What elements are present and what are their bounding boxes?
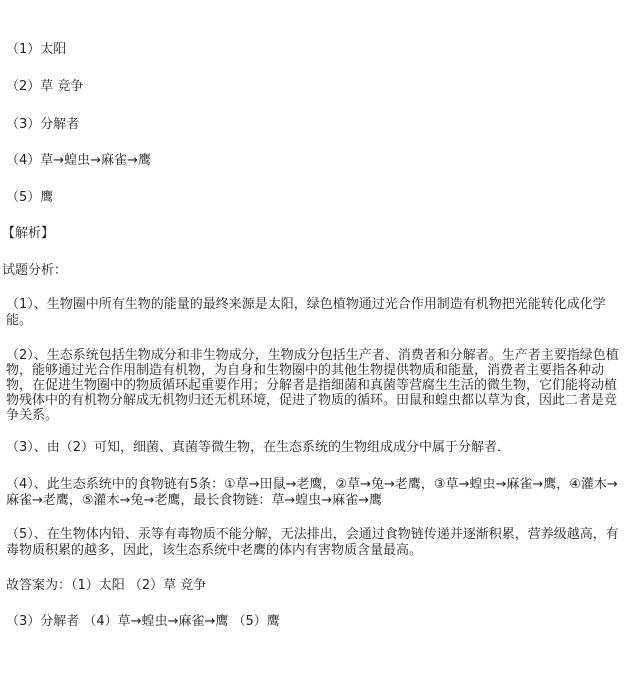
paragraph-2: （2）、生态系统包括生物成分和非生物成分，生物成分包括生产者、消费者和分解者。生产者主要指绿色植物，能够通过光合作用制造有机物，为自身和生物圈中的其他生物提供物质和能量，消费者主要指各种动物，在促进生物圈中的物质循环起重要作用；分解者是指细菌和真菌等营腐生生活的微生物，它们能将动植物残体中的有机物分解成无机物归还无机环境，促进了物质的循环。田鼠和蝗虫都以草为食，因此二者是竞争关系。 bbox=[6, 348, 619, 423]
conclusion-line-2: （3）分解者 （4）草→蝗虫→麻雀→鹰 （5）鹰 bbox=[6, 614, 280, 629]
analysis-heading: 【解析】 bbox=[2, 226, 55, 241]
analysis-intro: 试题分析： bbox=[2, 263, 68, 278]
paragraph-4: （4）、此生态系统中的食物链有5条：①草→田鼠→老鹰，②草→兔→老鹰，③草→蝗虫→麻雀→鹰，④灌木→麻雀→老鹰，⑤灌木→兔→老鹰，最长食物链：草→蝗虫→麻雀→鹰 bbox=[6, 477, 618, 508]
conclusion-line-1: 故答案为：（1）太阳 （2）草 竞争 bbox=[6, 578, 207, 593]
paragraph-1: （1）、生物圈中所有生物的能量的最终来源是太阳，绿色植物通过光合作用制造有机物把光能转化成化学能。 bbox=[6, 297, 606, 328]
answer-3: （3）分解者 bbox=[6, 117, 80, 132]
answer-5: （5）鹰 bbox=[6, 190, 54, 205]
answer-4: （4）草→蝗虫→麻雀→鹰 bbox=[6, 153, 151, 168]
answer-2: （2）草 竞争 bbox=[6, 79, 84, 94]
answer-1: （1）太阳 bbox=[6, 42, 67, 57]
paragraph-3: （3）、由（2）可知，细菌、真菌等微生物，在生态系统的生物组成成分中属于分解者． bbox=[6, 440, 511, 455]
paragraph-5: （5）、在生物体内铅、汞等有毒物质不能分解，无法排出，会通过食物链传递并逐渐积累，营养级越高，有毒物质积累的越多，因此，该生态系统中老鹰的体内有害物质含量最高。 bbox=[6, 527, 619, 558]
